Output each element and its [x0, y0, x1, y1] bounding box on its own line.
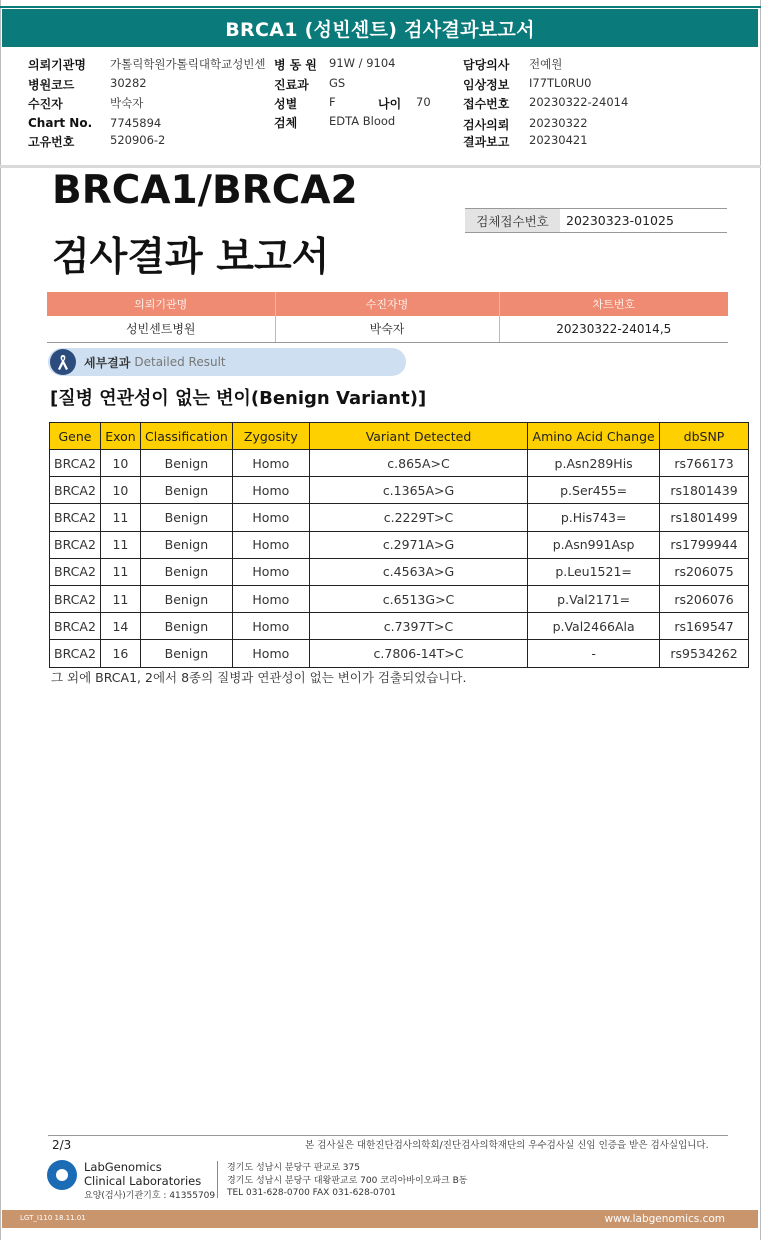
column-header: Amino Acid Change	[528, 423, 660, 450]
lab-name-line1: LabGenomics	[84, 1160, 162, 1174]
table-cell: Benign	[140, 450, 232, 477]
table-cell: Benign	[140, 477, 232, 504]
table-cell: 10	[100, 450, 140, 477]
info-label: 병원코드	[28, 78, 75, 92]
header-info-block	[0, 52, 761, 166]
column-header: Classification	[140, 423, 232, 450]
certification-text: 본 검사실은 대한진단검사의학회/진단검사의학재단의 우수검사실 신임 인증을 받은 검사실입니다.	[305, 1140, 709, 1151]
address-line: TEL 031-628-0700 FAX 031-628-0701	[227, 1188, 396, 1198]
info-age	[378, 95, 401, 112]
info-chart-no	[28, 116, 92, 130]
variant-table	[49, 422, 749, 668]
ribbon-icon	[50, 349, 76, 375]
form-code: LGT_I110 18.11.01	[20, 1214, 86, 1222]
info-ward	[274, 56, 317, 73]
table-row	[50, 640, 749, 667]
table-cell: -	[528, 640, 660, 667]
table-cell: p.Asn991Asp	[528, 531, 660, 558]
info-report-date-value	[529, 133, 588, 147]
table-cell: Homo	[232, 477, 309, 504]
info-physician	[463, 56, 509, 73]
table-cell: c.7397T>C	[309, 613, 527, 640]
info-label: 의뢰기관명	[28, 58, 86, 72]
table-row	[50, 477, 749, 504]
table-cell: 11	[100, 504, 140, 531]
info-value: 30282	[110, 76, 147, 90]
info-report-date	[463, 133, 509, 150]
info-label: 병 동	[274, 58, 302, 72]
variant-heading: [질병 연관성이 없는 변이(Benign Variant)]	[50, 388, 427, 409]
column-header: dbSNP	[660, 423, 749, 450]
info-value: 가톨릭학원가톨릭대학교성빈센	[110, 57, 266, 71]
info-label: 검체	[274, 116, 298, 130]
column-header: 차트번호	[499, 292, 728, 316]
info-value: 20230322	[529, 116, 588, 130]
info-specimen-value	[329, 114, 395, 128]
info-hospital-code	[28, 76, 74, 93]
table-cell: BRCA2	[50, 450, 101, 477]
lab-name-line2: Clinical Laboratories	[84, 1174, 202, 1188]
table-cell: Benign	[140, 613, 232, 640]
column-header: Gene	[50, 423, 101, 450]
address-line: 경기도 성남시 분당구 대왕판교로 700 코리아바이오파크 B동	[227, 1175, 468, 1186]
info-value: I77TL0RU0	[529, 76, 592, 90]
table-cell: BRCA2	[50, 640, 101, 667]
table-cell: BRCA2	[50, 477, 101, 504]
column-header: Exon	[100, 423, 140, 450]
patient-table-row	[47, 316, 728, 342]
table-cell: BRCA2	[50, 558, 101, 585]
column-header: 의뢰기관명	[47, 292, 275, 316]
table-cell: BRCA2	[50, 531, 101, 558]
section-label-ko: 세부결과	[84, 355, 131, 370]
patient-table-header	[47, 292, 728, 316]
info-patient	[28, 95, 63, 112]
info-value: EDTA Blood	[329, 114, 396, 128]
table-cell: rs206076	[660, 585, 749, 612]
specimen-receipt-box	[465, 208, 727, 233]
table-row	[50, 585, 749, 612]
table-row	[50, 450, 749, 477]
table-row	[50, 558, 749, 585]
info-label: 성별	[274, 97, 298, 111]
table-cell: Homo	[232, 558, 309, 585]
info-label: 검사의뢰	[463, 118, 510, 132]
specimen-receipt-label: 검체접수번호	[465, 209, 560, 232]
report-title-line1: BRCA1/BRCA2	[52, 168, 358, 213]
info-value: 전예원	[529, 57, 563, 71]
table-cell: c.4563A>G	[309, 558, 527, 585]
table-cell: 성빈센트병원	[47, 316, 275, 342]
table-cell: p.Leu1521=	[528, 558, 660, 585]
variant-footnote: 그 외에 BRCA1, 2에서 8종의 질병과 연관성이 없는 변이가 검출되었습니다.	[51, 670, 467, 685]
footer-divider	[48, 1135, 728, 1136]
info-hospital-code-value	[110, 76, 147, 90]
table-cell: p.His743=	[528, 504, 660, 531]
info-value: 70	[416, 95, 431, 109]
table-row	[50, 504, 749, 531]
table-cell: 11	[100, 585, 140, 612]
info-value: GS	[329, 76, 346, 90]
table-cell: p.Val2171=	[528, 585, 660, 612]
info-patient-value	[110, 95, 143, 111]
table-cell: 박숙자	[275, 316, 499, 342]
table-cell: Homo	[232, 450, 309, 477]
info-clinical	[463, 76, 509, 93]
info-age-value	[416, 95, 431, 109]
table-row	[50, 613, 749, 640]
section-label-en: Detailed Result	[134, 355, 226, 369]
table-cell: rs206075	[660, 558, 749, 585]
table-cell: c.2971A>G	[309, 531, 527, 558]
info-receipt-no	[463, 95, 509, 112]
info-receipt-no-value	[529, 95, 628, 109]
lab-name	[84, 1160, 201, 1188]
table-cell: p.Asn289His	[528, 450, 660, 477]
info-specimen	[274, 114, 297, 131]
address-line: 경기도 성남시 분당구 판교로 375	[227, 1163, 360, 1173]
info-request-date	[463, 116, 509, 133]
info-value: 7745894	[110, 116, 162, 130]
labgenomics-logo-icon	[47, 1160, 77, 1190]
info-label: 결과보고	[463, 135, 510, 149]
detailed-result-pill	[48, 348, 406, 376]
table-row	[50, 531, 749, 558]
info-unique-no-value	[110, 133, 165, 147]
table-cell: c.7806-14T>C	[309, 640, 527, 667]
column-header: 수진자명	[275, 292, 499, 316]
info-sex-value	[329, 95, 336, 109]
info-value: 520906-2	[110, 133, 166, 147]
info-label: 나이	[378, 97, 402, 111]
table-cell: rs766173	[660, 450, 749, 477]
banner-title: BRCA1 (성빈센트) 검사결과보고서	[2, 9, 758, 47]
table-cell: 16	[100, 640, 140, 667]
info-unique-no	[28, 133, 74, 150]
column-header: Variant Detected	[309, 423, 527, 450]
info-request-date-value	[529, 116, 588, 130]
table-cell: c.2229T>C	[309, 504, 527, 531]
info-sex	[274, 95, 297, 112]
table-cell: 10	[100, 477, 140, 504]
bottom-bar	[2, 1210, 758, 1228]
info-label: 진료과	[274, 78, 309, 92]
table-cell: 11	[100, 531, 140, 558]
table-cell: 14	[100, 613, 140, 640]
table-cell: rs1799944	[660, 531, 749, 558]
info-label: 고유번호	[28, 135, 75, 149]
table-cell: rs169547	[660, 613, 749, 640]
info-label: 담당의사	[463, 58, 510, 72]
table-cell: 20230322-24014,5	[499, 316, 728, 342]
table-cell: Homo	[232, 531, 309, 558]
info-department	[274, 76, 309, 93]
table-cell: BRCA2	[50, 504, 101, 531]
table-cell: rs1801499	[660, 504, 749, 531]
info-value: 박숙자	[110, 96, 144, 110]
table-cell: c.6513G>C	[309, 585, 527, 612]
info-label: Chart No.	[28, 116, 93, 130]
table-cell: Homo	[232, 504, 309, 531]
info-clinical-value	[529, 76, 592, 90]
table-cell: Benign	[140, 504, 232, 531]
specimen-receipt-value: 20230323-01025	[566, 213, 674, 228]
website-link[interactable]: www.labgenomics.com	[604, 1213, 725, 1225]
table-cell: Homo	[232, 613, 309, 640]
info-ward-value	[329, 56, 395, 70]
table-cell: 11	[100, 558, 140, 585]
info-value: 91W / 9104	[329, 56, 396, 70]
info-label: 임상정보	[463, 78, 510, 92]
table-cell: Benign	[140, 640, 232, 667]
info-chart-no-value	[110, 116, 161, 130]
footer-vertical-divider	[217, 1161, 218, 1198]
table-cell: Benign	[140, 585, 232, 612]
table-cell: rs1801439	[660, 477, 749, 504]
table-cell: Homo	[232, 640, 309, 667]
info-label: 수진자	[28, 97, 63, 111]
info-label: 접수번호	[463, 97, 510, 111]
info-requesting-institution	[28, 56, 86, 73]
table-cell: p.Val2466Ala	[528, 613, 660, 640]
info-requesting-institution-value	[110, 56, 266, 72]
table-cell: Benign	[140, 558, 232, 585]
table-cell: Homo	[232, 585, 309, 612]
table-cell: BRCA2	[50, 613, 101, 640]
info-department-value	[329, 76, 345, 90]
column-header: Zygosity	[232, 423, 309, 450]
table-cell: p.Ser455=	[528, 477, 660, 504]
report-title-line2: 검사결과 보고서	[52, 235, 330, 280]
table-cell: c.1365A>G	[309, 477, 527, 504]
table-cell: BRCA2	[50, 585, 101, 612]
table-cell: Benign	[140, 531, 232, 558]
table-cell: c.865A>C	[309, 450, 527, 477]
lab-address	[227, 1162, 467, 1200]
info-value: F	[329, 95, 336, 109]
variant-table-header	[50, 423, 749, 450]
top-rule	[0, 6, 761, 8]
info-label: 원	[305, 58, 317, 72]
info-value: 20230421	[529, 133, 588, 147]
page-number: 2/3	[52, 1138, 72, 1152]
info-physician-value	[529, 56, 562, 72]
lab-institution-code: 요양(검사)기관기호 : 41355709	[84, 1191, 216, 1201]
patient-summary-table	[47, 292, 728, 343]
table-cell: rs9534262	[660, 640, 749, 667]
info-value: 20230322-24014	[529, 95, 629, 109]
